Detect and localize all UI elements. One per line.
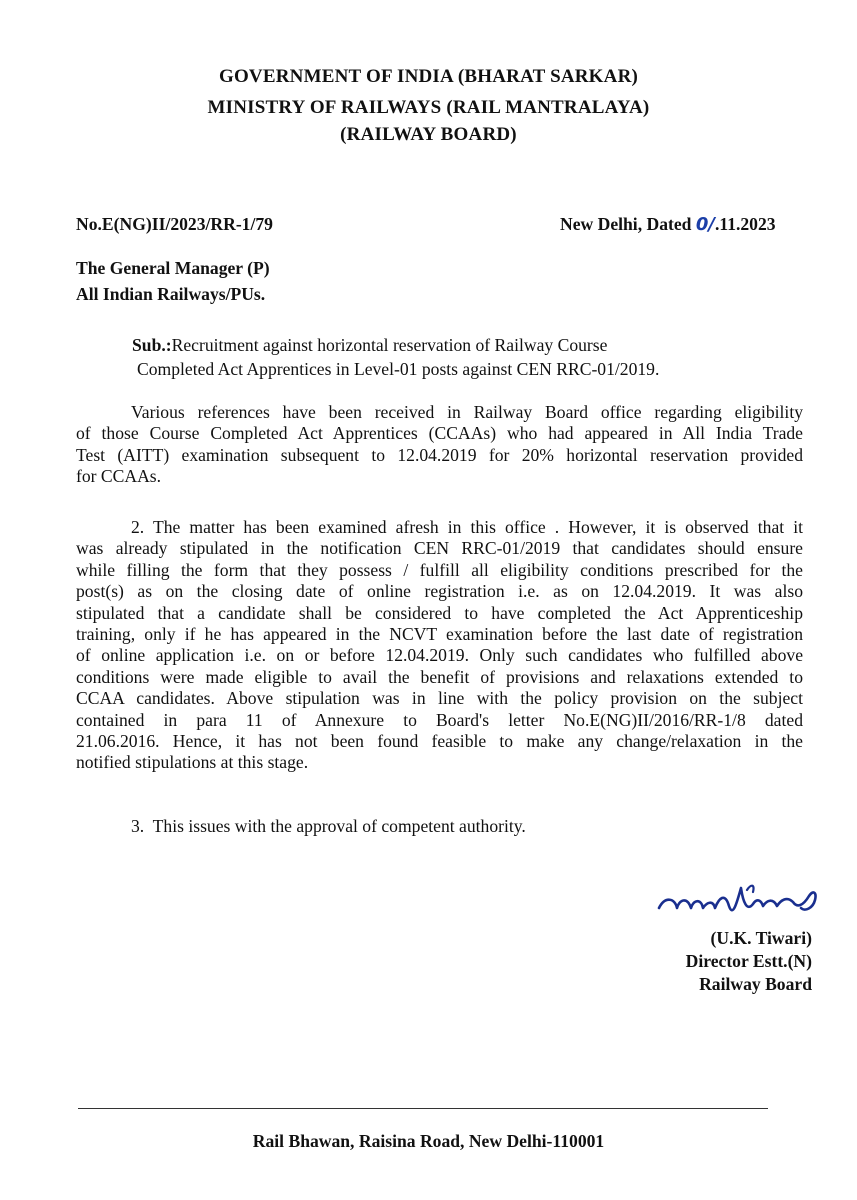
paragraph-3: 3. This issues with the approval of competent authority.: [131, 816, 526, 836]
reference-number: No.E(NG)II/2023/RR-1/79: [76, 214, 273, 234]
paragraph-2-line: 2. The matter has been examined afresh in this office . However, it is observed that it: [131, 517, 803, 537]
footer-divider: [78, 1108, 768, 1109]
signatory-name: (U.K. Tiwari): [710, 928, 812, 948]
paragraph-1-line: Various references have been received in Railway Board office regarding eligibility: [131, 402, 803, 422]
paragraph-2-line: notified stipulations at this stage.: [76, 752, 309, 773]
paragraph-1-line: for CCAAs.: [76, 466, 162, 487]
signature-mark: [655, 878, 825, 928]
header-government: GOVERNMENT OF INDIA (BHARAT SARKAR): [218, 66, 639, 87]
date-line: [560, 214, 776, 235]
place-dated: New Delhi, Dated: [560, 214, 696, 234]
paragraph-2-line: post(s) as on the closing date of online registration i.e. as on 12.04.2019. It was also: [76, 581, 803, 602]
subject-line-1: [132, 335, 607, 356]
paragraph-2-line: was already stipulated in the notification CEN RRC-01/2019 that candidates should ensure: [76, 538, 803, 559]
paragraph-2-line: 21.06.2016. Hence, it has not been found feasible to make any change/relaxation in the: [76, 731, 803, 752]
paragraph-1-line: Test (AITT) examination subsequent to 12.04.2019 for 20% horizontal reservation provided: [76, 444, 803, 465]
paragraph-2-line: contained in para 11 of Annexure to Board's letter No.E(NG)II/2016/RR-1/8 dated: [76, 709, 803, 730]
header-ministry: MINISTRY OF RAILWAYS (RAIL MANTRALAYA): [207, 97, 650, 118]
signatory-designation: Director Estt.(N): [685, 951, 812, 971]
month-year: .11.2023: [714, 214, 776, 234]
paragraph-2: [76, 517, 803, 774]
paragraph-1: [76, 402, 803, 488]
addressee-line-1: The General Manager (P): [76, 258, 270, 278]
paragraph-1-line: of those Course Completed Act Apprentices (CCAAs) who had appeared in All India Trade: [76, 423, 803, 444]
addressee-line-2: All Indian Railways/PUs.: [76, 284, 266, 304]
paragraph-2-line: while filling the form that they possess / fulfill all eligibility conditions prescribed for the: [76, 559, 803, 580]
handwritten-day: 0/: [695, 214, 715, 235]
header-board: (RAILWAY BOARD): [340, 124, 517, 145]
paragraph-2-line: conditions were made eligible to avail the benefit of provisions and relaxations extended to: [76, 666, 803, 687]
paragraph-2-line: stipulated that a candidate shall be considered to have completed the Act Apprenticeship: [76, 602, 803, 623]
subject-label: Sub.:: [132, 335, 172, 355]
paragraph-2-line: CCAA candidates. Above stipulation was in line with the policy provision on the subject: [76, 688, 803, 709]
footer-address: Rail Bhawan, Raisina Road, New Delhi-110001: [252, 1131, 605, 1151]
signatory-office: Railway Board: [699, 974, 812, 994]
subject-text-1: Recruitment against horizontal reservation of Railway Course: [171, 335, 608, 355]
paragraph-2-line: training, only if he has appeared in the NCVT examination before the last date of registration: [76, 624, 803, 645]
subject-line-2: Completed Act Apprentices in Level-01 posts against CEN RRC-01/2019.: [137, 359, 660, 379]
paragraph-2-line: of online application i.e. on or before 12.04.2019. Only such candidates who fulfilled above: [76, 645, 803, 666]
